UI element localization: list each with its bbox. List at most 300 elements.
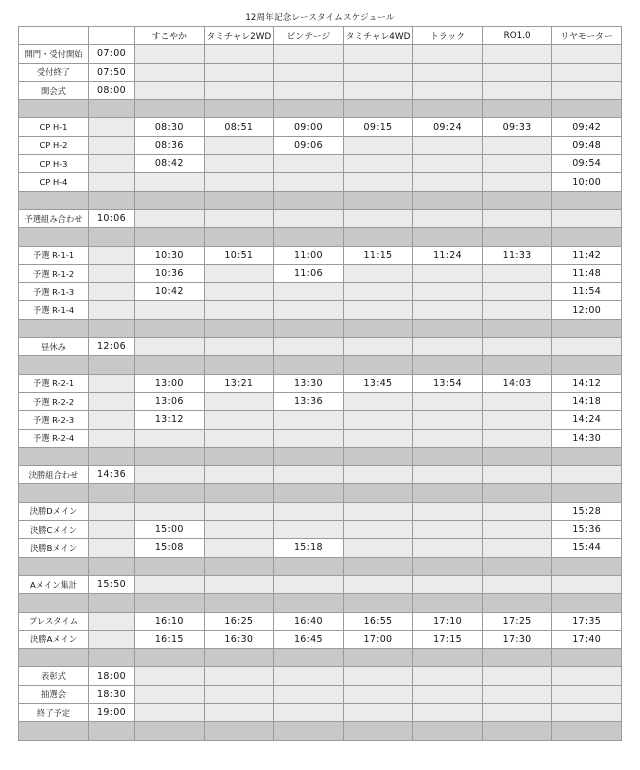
separator-cell [274,100,344,118]
class-time-cell [274,466,344,484]
class-time-cell [343,429,413,447]
class-time-cell: 09:24 [413,118,483,136]
event-time [89,374,135,392]
class-time-cell [204,575,274,593]
class-time-cell: 13:21 [204,374,274,392]
separator-cell [89,319,135,337]
separator-cell [135,722,205,740]
schedule-row [19,667,622,685]
class-time-cell: 17:30 [482,630,552,648]
separator-cell [552,722,622,740]
schedule-body [19,27,622,741]
separator-row [19,557,622,575]
class-time-cell [413,667,483,685]
separator-cell [135,319,205,337]
class-time-cell [482,411,552,429]
class-time-cell: 11:24 [413,246,483,264]
class-time-cell [413,539,483,557]
event-time [89,429,135,447]
class-time-cell [413,521,483,539]
schedule-row [19,118,622,136]
class-time-cell [204,301,274,319]
separator-cell [343,100,413,118]
separator-cell [19,594,89,612]
column-header: RO1.0 [482,27,552,45]
separator-cell [89,356,135,374]
schedule-row [19,703,622,721]
class-time-cell [135,209,205,227]
class-time-cell: 11:54 [552,283,622,301]
class-time-cell: 14:12 [552,374,622,392]
class-time-cell [552,575,622,593]
class-time-cell [204,155,274,173]
class-time-cell [135,63,205,81]
schedule-row [19,173,622,191]
class-time-cell [482,667,552,685]
class-time-cell: 17:40 [552,630,622,648]
class-time-cell [274,81,344,99]
class-time-cell [204,521,274,539]
separator-row [19,594,622,612]
class-time-cell [135,502,205,520]
class-time-cell [204,45,274,63]
schedule-row [19,374,622,392]
event-label: CP H-4 [19,173,89,191]
event-time [89,411,135,429]
event-time [89,392,135,410]
class-time-cell [274,502,344,520]
separator-cell [413,649,483,667]
class-time-cell: 15:08 [135,539,205,557]
class-time-cell: 16:30 [204,630,274,648]
separator-cell [204,228,274,246]
separator-cell [413,557,483,575]
event-label: CP H-1 [19,118,89,136]
class-time-cell: 11:33 [482,246,552,264]
class-time-cell [343,301,413,319]
class-time-cell [413,264,483,282]
separator-cell [19,447,89,465]
class-time-cell [552,81,622,99]
schedule-row [19,283,622,301]
separator-cell [413,356,483,374]
event-label: 予選 R-1-4 [19,301,89,319]
separator-cell [274,228,344,246]
class-time-cell [343,136,413,154]
separator-cell [89,100,135,118]
separator-cell [135,649,205,667]
class-time-cell: 16:55 [343,612,413,630]
class-time-cell [343,667,413,685]
class-time-cell: 15:00 [135,521,205,539]
separator-cell [135,594,205,612]
class-time-cell [274,411,344,429]
event-time [89,246,135,264]
separator-cell [19,484,89,502]
separator-cell [413,722,483,740]
schedule-row [19,45,622,63]
schedule-row [19,539,622,557]
schedule-row [19,264,622,282]
class-time-cell [343,45,413,63]
separator-cell [204,484,274,502]
class-time-cell [274,575,344,593]
separator-cell [552,594,622,612]
class-time-cell [552,63,622,81]
column-header: ビンテージ [274,27,344,45]
separator-cell [19,722,89,740]
separator-cell [482,228,552,246]
class-time-cell: 15:18 [274,539,344,557]
class-time-cell: 16:25 [204,612,274,630]
class-time-cell: 11:06 [274,264,344,282]
class-time-cell [274,301,344,319]
class-time-cell [274,45,344,63]
class-time-cell [204,539,274,557]
separator-row [19,356,622,374]
class-time-cell [343,264,413,282]
separator-cell [89,484,135,502]
column-header: すこやか [135,27,205,45]
class-time-cell [135,703,205,721]
separator-cell [482,594,552,612]
separator-row [19,722,622,740]
class-time-cell: 17:15 [413,630,483,648]
separator-cell [552,100,622,118]
event-label: 表彰式 [19,667,89,685]
separator-cell [204,447,274,465]
separator-cell [552,649,622,667]
schedule-row [19,685,622,703]
event-label: 開門・受付開始 [19,45,89,63]
separator-cell [274,191,344,209]
class-time-cell: 08:36 [135,136,205,154]
separator-cell [343,228,413,246]
separator-cell [135,557,205,575]
class-time-cell [482,63,552,81]
event-time: 14:36 [89,466,135,484]
class-time-cell [413,209,483,227]
class-time-cell [413,301,483,319]
class-time-cell [274,155,344,173]
event-time: 19:00 [89,703,135,721]
class-time-cell [552,45,622,63]
separator-cell [552,447,622,465]
class-time-cell [552,667,622,685]
event-time: 08:00 [89,81,135,99]
class-time-cell [204,283,274,301]
schedule-row [19,502,622,520]
event-label: 昼休み [19,338,89,356]
separator-cell [274,722,344,740]
schedule-row [19,392,622,410]
class-time-cell: 15:44 [552,539,622,557]
separator-row [19,484,622,502]
class-time-cell [204,502,274,520]
class-time-cell: 08:42 [135,155,205,173]
schedule-row [19,466,622,484]
class-time-cell [343,155,413,173]
separator-row [19,447,622,465]
column-header: タミチャレ4WD [343,27,413,45]
separator-cell [19,100,89,118]
column-header: リヤモーター [552,27,622,45]
separator-cell [482,722,552,740]
class-time-cell: 15:36 [552,521,622,539]
class-time-cell [274,63,344,81]
separator-cell [89,447,135,465]
class-time-cell [343,466,413,484]
class-time-cell [343,502,413,520]
schedule-row [19,521,622,539]
class-time-cell: 13:54 [413,374,483,392]
class-time-cell [552,703,622,721]
class-time-cell [343,283,413,301]
schedule-row [19,630,622,648]
class-time-cell [343,63,413,81]
class-time-cell: 13:06 [135,392,205,410]
schedule-row [19,411,622,429]
class-time-cell [482,301,552,319]
separator-cell [552,557,622,575]
separator-row [19,191,622,209]
separator-cell [135,356,205,374]
separator-cell [343,191,413,209]
class-time-cell [343,685,413,703]
separator-cell [135,447,205,465]
class-time-cell [413,685,483,703]
class-time-cell [482,136,552,154]
class-time-cell: 12:00 [552,301,622,319]
class-time-cell [204,392,274,410]
separator-cell [19,557,89,575]
event-label: 決勝組合わせ [19,466,89,484]
class-time-cell [413,63,483,81]
class-time-cell: 16:15 [135,630,205,648]
class-time-cell [274,685,344,703]
event-time: 12:06 [89,338,135,356]
separator-cell [89,228,135,246]
class-time-cell [343,703,413,721]
class-time-cell [552,466,622,484]
event-label: Aメイン集計 [19,575,89,593]
class-time-cell [135,667,205,685]
class-time-cell [482,685,552,703]
separator-cell [343,594,413,612]
separator-cell [19,319,89,337]
class-time-cell: 17:35 [552,612,622,630]
class-time-cell: 16:40 [274,612,344,630]
separator-cell [343,484,413,502]
class-time-cell [204,685,274,703]
event-label: 予選 R-1-1 [19,246,89,264]
class-time-cell: 14:24 [552,411,622,429]
class-time-cell [135,301,205,319]
separator-cell [204,722,274,740]
class-time-cell: 13:45 [343,374,413,392]
separator-cell [343,319,413,337]
class-time-cell [135,685,205,703]
class-time-cell [135,429,205,447]
event-label: 抽選会 [19,685,89,703]
class-time-cell [482,264,552,282]
event-time [89,612,135,630]
header-row [19,27,622,45]
class-time-cell [204,63,274,81]
separator-cell [552,228,622,246]
class-time-cell [413,155,483,173]
class-time-cell [274,521,344,539]
class-time-cell: 09:06 [274,136,344,154]
class-time-cell [274,173,344,191]
separator-cell [482,356,552,374]
separator-cell [19,228,89,246]
event-label: 開会式 [19,81,89,99]
class-time-cell [482,521,552,539]
class-time-cell [204,429,274,447]
class-time-cell [274,209,344,227]
column-header: タミチャレ2WD [204,27,274,45]
class-time-cell: 14:18 [552,392,622,410]
separator-cell [343,722,413,740]
class-time-cell [552,338,622,356]
separator-cell [135,100,205,118]
class-time-cell [413,502,483,520]
class-time-cell: 13:30 [274,374,344,392]
event-time [89,521,135,539]
class-time-cell: 14:30 [552,429,622,447]
schedule-table [18,26,622,741]
class-time-cell: 13:00 [135,374,205,392]
class-time-cell [482,392,552,410]
schedule-title: 12周年記念レースタイムスケジュール [245,13,395,23]
class-time-cell [204,466,274,484]
separator-cell [274,356,344,374]
class-time-cell [204,667,274,685]
event-time [89,155,135,173]
class-time-cell: 09:00 [274,118,344,136]
schedule-row [19,338,622,356]
class-time-cell [482,81,552,99]
separator-cell [552,191,622,209]
class-time-cell [482,466,552,484]
class-time-cell [482,45,552,63]
class-time-cell: 09:15 [343,118,413,136]
separator-cell [274,594,344,612]
event-time: 15:50 [89,575,135,593]
separator-cell [413,594,483,612]
event-time [89,539,135,557]
class-time-cell [204,703,274,721]
separator-cell [19,191,89,209]
separator-cell [135,191,205,209]
separator-cell [413,228,483,246]
separator-row [19,228,622,246]
separator-cell [89,722,135,740]
class-time-cell [204,264,274,282]
class-time-cell [204,338,274,356]
class-time-cell [343,81,413,99]
separator-cell [274,484,344,502]
class-time-cell [343,411,413,429]
separator-cell [204,319,274,337]
schedule-row [19,246,622,264]
class-time-cell: 10:30 [135,246,205,264]
event-label: 予選 R-2-4 [19,429,89,447]
class-time-cell [204,81,274,99]
class-time-cell: 16:10 [135,612,205,630]
schedule-row [19,63,622,81]
class-time-cell [413,466,483,484]
separator-cell [413,319,483,337]
column-header [89,27,135,45]
class-time-cell [204,136,274,154]
class-time-cell: 15:28 [552,502,622,520]
separator-cell [135,228,205,246]
class-time-cell [274,703,344,721]
separator-row [19,319,622,337]
event-time [89,264,135,282]
separator-cell [204,649,274,667]
class-time-cell [482,539,552,557]
class-time-cell [135,45,205,63]
class-time-cell: 13:12 [135,411,205,429]
class-time-cell [413,283,483,301]
event-label: 予選 R-2-3 [19,411,89,429]
class-time-cell [482,502,552,520]
class-time-cell [482,429,552,447]
event-label: 予選組み合わせ [19,209,89,227]
class-time-cell [482,283,552,301]
class-time-cell: 11:00 [274,246,344,264]
class-time-cell: 11:48 [552,264,622,282]
separator-cell [89,594,135,612]
event-time: 10:06 [89,209,135,227]
separator-cell [482,447,552,465]
event-label: 決勝Cメイン [19,521,89,539]
separator-row [19,649,622,667]
class-time-cell [343,173,413,191]
class-time-cell [413,392,483,410]
class-time-cell [274,338,344,356]
event-time [89,173,135,191]
class-time-cell [135,338,205,356]
separator-cell [204,356,274,374]
class-time-cell: 17:10 [413,612,483,630]
schedule-row [19,612,622,630]
schedule-row [19,301,622,319]
schedule-row [19,209,622,227]
separator-cell [482,557,552,575]
class-time-cell [413,173,483,191]
class-time-cell [274,283,344,301]
separator-cell [482,100,552,118]
class-time-cell: 09:33 [482,118,552,136]
schedule-row [19,136,622,154]
separator-cell [19,356,89,374]
event-label: 決勝Aメイン [19,630,89,648]
separator-cell [482,191,552,209]
class-time-cell: 10:51 [204,246,274,264]
class-time-cell [204,411,274,429]
class-time-cell: 13:36 [274,392,344,410]
class-time-cell [413,411,483,429]
class-time-cell [343,209,413,227]
class-time-cell: 10:36 [135,264,205,282]
class-time-cell: 17:00 [343,630,413,648]
class-time-cell [343,539,413,557]
separator-cell [204,191,274,209]
